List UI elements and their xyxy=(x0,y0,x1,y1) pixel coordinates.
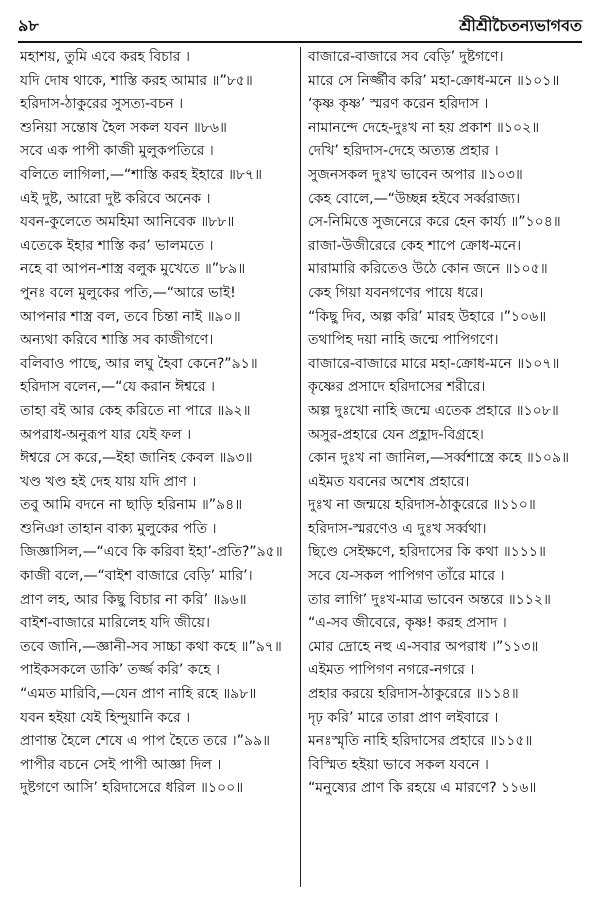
running-title: শ্রীশ্রীচৈতন্যভাগবত xyxy=(459,16,582,35)
verse-line: “এমত মারিবি,—যেন প্রাণ নাহি রহে ॥৯৮॥ xyxy=(20,686,257,703)
verse-line: যবন-কুলেতে অমহিমা আনিবেক ॥৮৮॥ xyxy=(20,214,235,231)
verse-line: যবন হইয়া যেই হিন্দুয়ানি করে । xyxy=(20,709,191,726)
verse-line: অন্যথা করিবে শাস্তি সব কাজীগণে। xyxy=(20,332,214,349)
verse-line: কেহ গিয়া যবনগণের পায়ে ধরে। xyxy=(308,284,484,301)
verse-line: সে-নিমিত্তে সুজনেরে করে হেন কার্য্য ॥”১০৪॥ xyxy=(308,214,561,231)
verse-line: অসুর-প্রহারে যেন প্রহ্লাদ-বিগ্রহে। xyxy=(308,426,484,443)
verse-line: প্রাণান্ত হৈলে শেষে এ পাপ হৈতে তরে ।”৯৯॥ xyxy=(20,733,270,750)
verse-line: হরিদাস বলেন,—“যে করান ঈশ্বরে । xyxy=(20,379,215,396)
page-number: ৯৮ xyxy=(18,16,39,35)
verse-line: এতেকে ইহার শাস্তি কর’ ভালমতে । xyxy=(20,237,214,254)
verse-line: অল্প দুঃখো নাহি জন্মে এতেক প্রহারে ॥১০৮॥ xyxy=(308,402,559,419)
verse-line: দুষ্টগণে আসি’ হরিদাসেরে ধরিল ॥১০০॥ xyxy=(20,780,244,797)
verse-line: খণ্ড খণ্ড হই দেহ যায় যদি প্রাণ । xyxy=(20,473,197,490)
left-column xyxy=(20,46,295,801)
verse-line: প্রহার করয়ে হরিদাস-ঠাকুরেরে ॥১১৪॥ xyxy=(308,686,519,703)
verse-line: কোন দুঃখ না জানিল,—সর্ব্বশাস্ত্রে কহে ॥১০৯॥ xyxy=(308,450,570,467)
verse-line: শুনিঞা তাহান বাক্য মুলুকের পতি । xyxy=(20,520,217,537)
header-rule xyxy=(18,41,582,43)
verse-line: দৃঢ় করি’ মারে তারা প্রাণ লইবারে । xyxy=(308,709,499,726)
verse-line: কেহ বোলে,—“উচ্ছন্ন হইবে সর্ব্বরাজ্য। xyxy=(308,190,521,207)
verse-line: কৃষ্ণের প্রসাদে হরিদাসের শরীরে। xyxy=(308,379,486,396)
verse-line: “এ-সব জীবেরে, কৃষ্ণ! করহ প্রসাদ । xyxy=(308,615,507,632)
verse-line: মহাশয়, তুমি এবে করহ বিচার । xyxy=(20,49,190,65)
right-column xyxy=(308,46,583,801)
verse-line: তথাপিহ দয়া নাহি জন্মে পাপিগণে। xyxy=(308,332,499,349)
verse-line: নহে বা আপন-শাস্ত্র বলুক মুখেতে ॥”৮৯॥ xyxy=(20,261,246,278)
verse-line: সবে এক পাপী কাজী মুলুকপতিরে । xyxy=(20,143,214,160)
verse-line: বাজারে-বাজারে সব বেড়ি’ দুষ্টগণে। xyxy=(308,49,504,65)
verse-line: ছিণ্ডে সেইক্ষণে, হরিদাসের কি কথা ॥১১১॥ xyxy=(308,544,546,561)
verse-line: তবে জানি,—জ্ঞানী-সব সাচ্চা কথা কহে ॥”৯৭॥ xyxy=(20,638,282,655)
verse-line: দেখি’ হরিদাস-দেহে অত্যন্ত প্রহার । xyxy=(308,143,499,160)
verse-line: অপরাধ-অনুরূপ যার যেই ফল । xyxy=(20,426,192,443)
verse-line: যদি দোষ থাকে, শাস্তি করহ আমার ॥”৮৫॥ xyxy=(20,72,253,89)
verse-line: প্রাণ লহ, আর কিছু বিচার না করি’ ॥৯৬॥ xyxy=(20,591,247,608)
verse-line: পাপীর বচনে সেই পাপী আজ্ঞা দিল । xyxy=(20,756,222,773)
page-header xyxy=(18,14,582,40)
verse-line: জিজ্ঞাসিল,—“এবে কি করিবা ইহা’-প্রতি?”৯৫॥ xyxy=(20,544,283,561)
verse-line: বলিতে লাগিলা,—“শাস্তি করহ ইহারে ॥৮৭॥ xyxy=(20,166,263,183)
verse-line: ঈশ্বরে সে করে,—ইহা জানিহ কেবল ॥৯৩॥ xyxy=(20,450,253,467)
verse-line: মোর দ্রোহে নহু এ-সবার অপরাধ ।”১১৩॥ xyxy=(308,638,539,655)
verse-line: কাজী বলে,—“বাইশ বাজারে বেড়ি’ মারি’। xyxy=(20,568,253,585)
verse-line: এই দুষ্ট, আরো দুষ্ট করিবে অনেক । xyxy=(20,190,211,207)
verse-line: এইমত যবনের অশেষ প্রহারে। xyxy=(308,473,470,490)
verse-line: হরিদাস-ঠাকুরের সুসত্য-বচন । xyxy=(20,96,184,113)
verse-line: “কিছু দিব, অল্প করি’ মারহ উহারে ।”১০৬॥ xyxy=(308,308,547,325)
verse-line: সুজনসকল দুঃখ ভাবেন অপার ॥১০৩॥ xyxy=(308,166,523,183)
verse-line: দুঃখ না জন্ময়ে হরিদাস-ঠাকুরেরে ॥১১০॥ xyxy=(308,497,536,514)
verse-line: মারামারি করিতেও উঠে কোন জনে ॥১০৫॥ xyxy=(308,261,548,278)
verse-line: আপনার শাস্ত্র বল, তবে চিন্তা নাই ॥৯০॥ xyxy=(20,308,241,325)
verse-line: বলিবাও পাছে, আর লঘু হৈবা কেনে?”৯১॥ xyxy=(20,355,258,372)
verse-line: নামানন্দে দেহে-দুঃখ না হয় প্রকাশ ॥১০২॥ xyxy=(308,119,540,136)
verse-line: সবে যে-সকল পাপিগণ তাঁরে মারে । xyxy=(308,568,505,585)
verse-line: হরিদাস-স্মরণেও এ দুঃখ সর্ব্বথা। xyxy=(308,520,487,537)
verse-line: এইমত পাপিগণ নগরে-নগরে । xyxy=(308,662,475,679)
verse-line: মনঃস্মৃতি নাহি হরিদাসের প্রহারে ॥১১৫॥ xyxy=(308,733,533,750)
verse-line: বাইশ-বাজারে মারিলেহ যদি জীয়ে। xyxy=(20,615,211,632)
verse-line: ‘কৃষ্ণ কৃষ্ণ’ স্মরণ করেন হরিদাস । xyxy=(308,96,489,113)
verse-line: পাইকসকলে ডাকি’ তর্জ্জ করি’ কহে । xyxy=(20,662,221,679)
verse-line: বিস্মিত হইয়া ভাবে সকল যবনে । xyxy=(308,756,489,773)
verse-line: মারে সে নির্জ্জীব করি’ মহা-ক্রোধ-মনে ॥১০১॥ xyxy=(308,72,560,89)
verse-line: শুনিয়া সন্তোষ হৈল সকল যবন ॥৮৬॥ xyxy=(20,119,227,136)
verse-line: পুনঃ বলে মুলুকের পতি,—“আরে ভাই! xyxy=(20,284,236,301)
column-divider xyxy=(300,47,301,887)
verse-line: রাজা-উজীরেরে কেহ শাপে ক্রোধ-মনে। xyxy=(308,237,522,254)
verse-line: তাহা বই আর কেহ করিতে না পারে ॥৯২॥ xyxy=(20,402,251,419)
verse-line: তার লাগি’ দুঃখ-মাত্র ভাবেন অন্তরে ॥১১২॥ xyxy=(308,591,551,608)
verse-line: “মনুষ্যের প্রাণ কি রহয়ে এ মারণে? ১১৬॥ xyxy=(308,780,537,797)
verse-line: বাজারে-বাজারে মারে মহা-ক্রোধ-মনে ॥১০৭॥ xyxy=(308,355,560,372)
verse-line: তবু আমি বদনে না ছাড়ি হরিনাম ॥”৯৪॥ xyxy=(20,497,243,514)
